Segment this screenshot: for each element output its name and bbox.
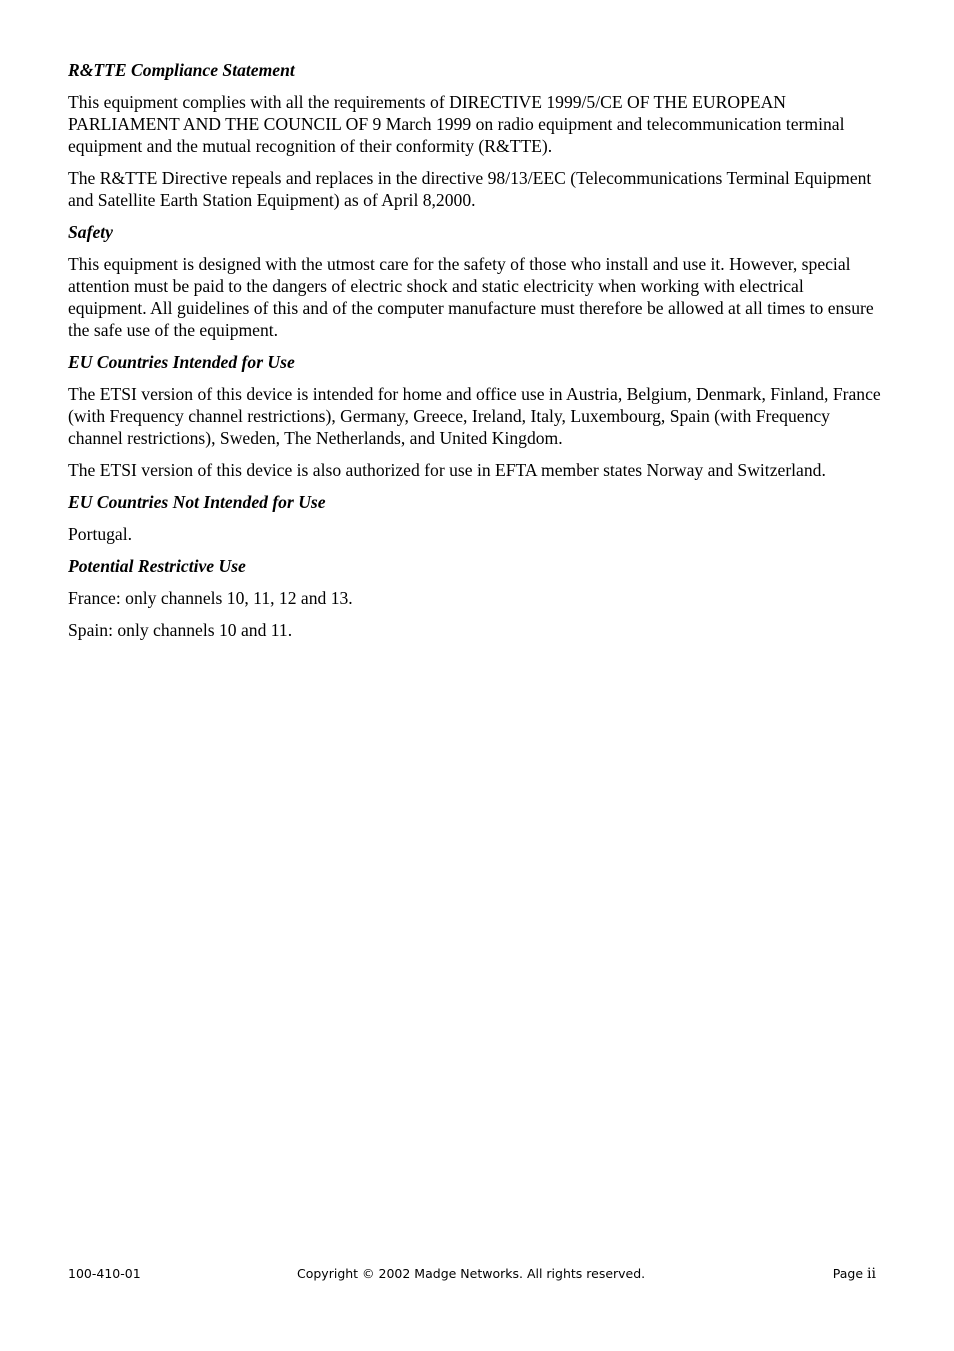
page-indicator [833, 1264, 876, 1284]
section-heading: Safety [68, 222, 113, 242]
paragraph: Spain: only channels 10 and 11. [68, 620, 293, 640]
paragraph: This equipment is designed with the utmost care for the safety of those who install and use it. However, special attention must be paid to the dangers of electric shock and static electricity when working with electrical equipment. All guidelines of this and of the computer manufacture must therefore be allowed at all times to ensure the safe use of the equipment. [68, 254, 874, 340]
paragraph: The ETSI version of this device is also authorized for use in EFTA member states Norway and Switzerland. [68, 460, 826, 480]
paragraph: The ETSI version of this device is intended for home and office use in Austria, Belgium, Denmark, Finland, France (with Frequency channel restrictions), Germany, Greece, Ireland, Italy, Luxembourg, Spain (with Frequency channel restrictions), Sweden, The Netherlands, and United Kingdom. [68, 384, 881, 448]
section-heading: Potential Restrictive Use [68, 556, 246, 576]
paragraph: Portugal. [68, 524, 133, 544]
paragraph: France: only channels 10, 11, 12 and 13. [68, 588, 353, 608]
section-eu-countries-not-intended [68, 491, 886, 545]
copyright-notice: Copyright © 2002 Madge Networks. All rights reserved. [297, 1266, 646, 1281]
section-potential-restrictive-use [68, 555, 886, 641]
section-safety [68, 221, 886, 341]
page-footer [68, 1264, 876, 1284]
page-label: Page [832, 1266, 864, 1281]
page-number: ii [867, 1266, 876, 1282]
section-heading: EU Countries Intended for Use [68, 352, 295, 372]
section-eu-countries-intended [68, 351, 886, 481]
section-rtte-compliance [68, 59, 886, 211]
document-body [68, 59, 886, 651]
document-number: 100-410-01 [68, 1266, 141, 1281]
paragraph: The R&TTE Directive repeals and replaces in the directive 98/13/EEC (Telecommunications Terminal Equipment and Satellite Earth Station Equipment) as of April 8,2000. [68, 168, 872, 210]
paragraph: This equipment complies with all the requirements of DIRECTIVE 1999/5/CE OF THE EUROPEAN PARLIAMENT AND THE COUNCIL OF 9 March 1999 on radio equipment and telecommunication terminal equipment and the mutual recognition of their conformity (R&TTE). [68, 92, 845, 156]
section-heading: R&TTE Compliance Statement [68, 60, 295, 80]
section-heading: EU Countries Not Intended for Use [68, 492, 326, 512]
